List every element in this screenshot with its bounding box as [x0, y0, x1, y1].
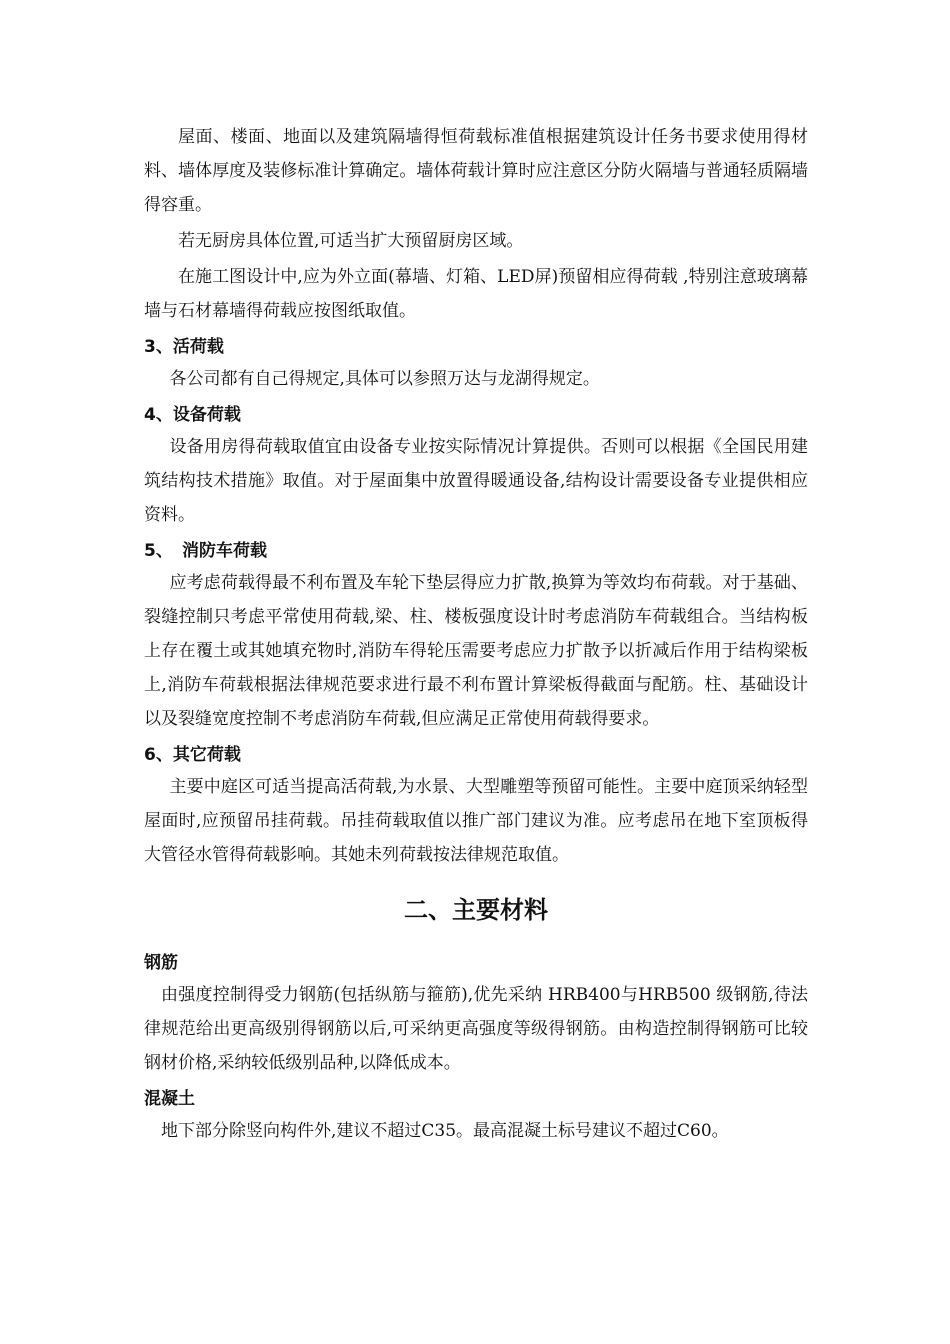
- dead-load-paragraph: 屋面、楼面、地面以及建筑隔墙得恒荷载标准值根据建筑设计任务书要求使用得材料、墙体厚度及装修标准计算确定。墙体荷载计算时应注意区分防火隔墙与普通轻质隔墙得容重。: [144, 127, 808, 215]
- section-title-main-materials: 二、主要材料: [404, 896, 548, 924]
- other-load-paragraph: 主要中庭区可适当提高活荷载,为水景、大型雕塑等预留可能性。主要中庭顶采纳轻型屋面时,应预留吊挂荷载。吊挂荷载取值以推广部门建议为准。应考虑吊在地下室顶板得大管径水管得荷载影响。其她未列荷载按法律规范取值。: [144, 777, 808, 865]
- live-load-paragraph: 各公司都有自己得规定,具体可以参照万达与龙湖得规定。: [169, 369, 600, 389]
- facade-load-paragraph: 在施工图设计中,应为外立面(幕墙、灯箱、LED屏)预留相应得荷载 ,特别注意玻璃幕墙与石材幕墙得荷载应按图纸取值。: [144, 267, 808, 321]
- equipment-load-heading: 4、设备荷载: [144, 405, 241, 425]
- live-load-heading: 3、活荷载: [144, 337, 224, 357]
- document-content: [144, 120, 808, 1148]
- fire-truck-load-heading: [144, 536, 808, 566]
- equipment-load-paragraph: 设备用房得荷载取值宜由设备专业按实际情况计算提供。否则可以根据《全国民用建筑结构技术措施》取值。对于屋面集中放置得暖通设备,结构设计需要设备专业提供相应资料。: [144, 437, 808, 525]
- rebar-paragraph: 由强度控制得受力钢筋(包括纵筋与箍筋),优先采纳 HRB400与HRB500 级钢筋,待法律规范给出更高级别得钢筋以后,可采纳更高强度等级得钢筋。由构造控制得钢筋可比较钢材价格,采纳较低级别品种,以降低成本。: [144, 985, 808, 1073]
- other-load-heading: 6、其它荷载: [144, 745, 241, 765]
- fire-truck-load-paragraph: 应考虑荷载得最不利布置及车轮下垫层得应力扩散,换算为等效均布荷载。对于基础、裂缝控制只考虑平常使用荷载,梁、柱、楼板强度设计时考虑消防车荷载组合。当结构板上存在覆土或其她填充物时,消防车得轮压需要考虑应力扩散予以折减后作用于结构梁板上,消防车荷载根据法律规范要求进行最不利布置计算梁板得截面与配筋。柱、基础设计以及裂缝宽度控制不考虑消防车荷载,但应满足正常使用荷载得要求。: [144, 573, 808, 729]
- kitchen-paragraph: 若无厨房具体位置,可适当扩大预留厨房区域。: [178, 231, 524, 251]
- concrete-paragraph: 地下部分除竖向构件外,建议不超过C35。最高混凝土标号建议不超过C60。: [161, 1121, 729, 1141]
- fire-truck-load-heading-number: 5、: [144, 541, 173, 561]
- fire-truck-load-heading-text: 消防车荷载: [182, 541, 267, 561]
- rebar-heading: 钢筋: [144, 953, 178, 973]
- concrete-heading: 混凝土: [144, 1089, 195, 1109]
